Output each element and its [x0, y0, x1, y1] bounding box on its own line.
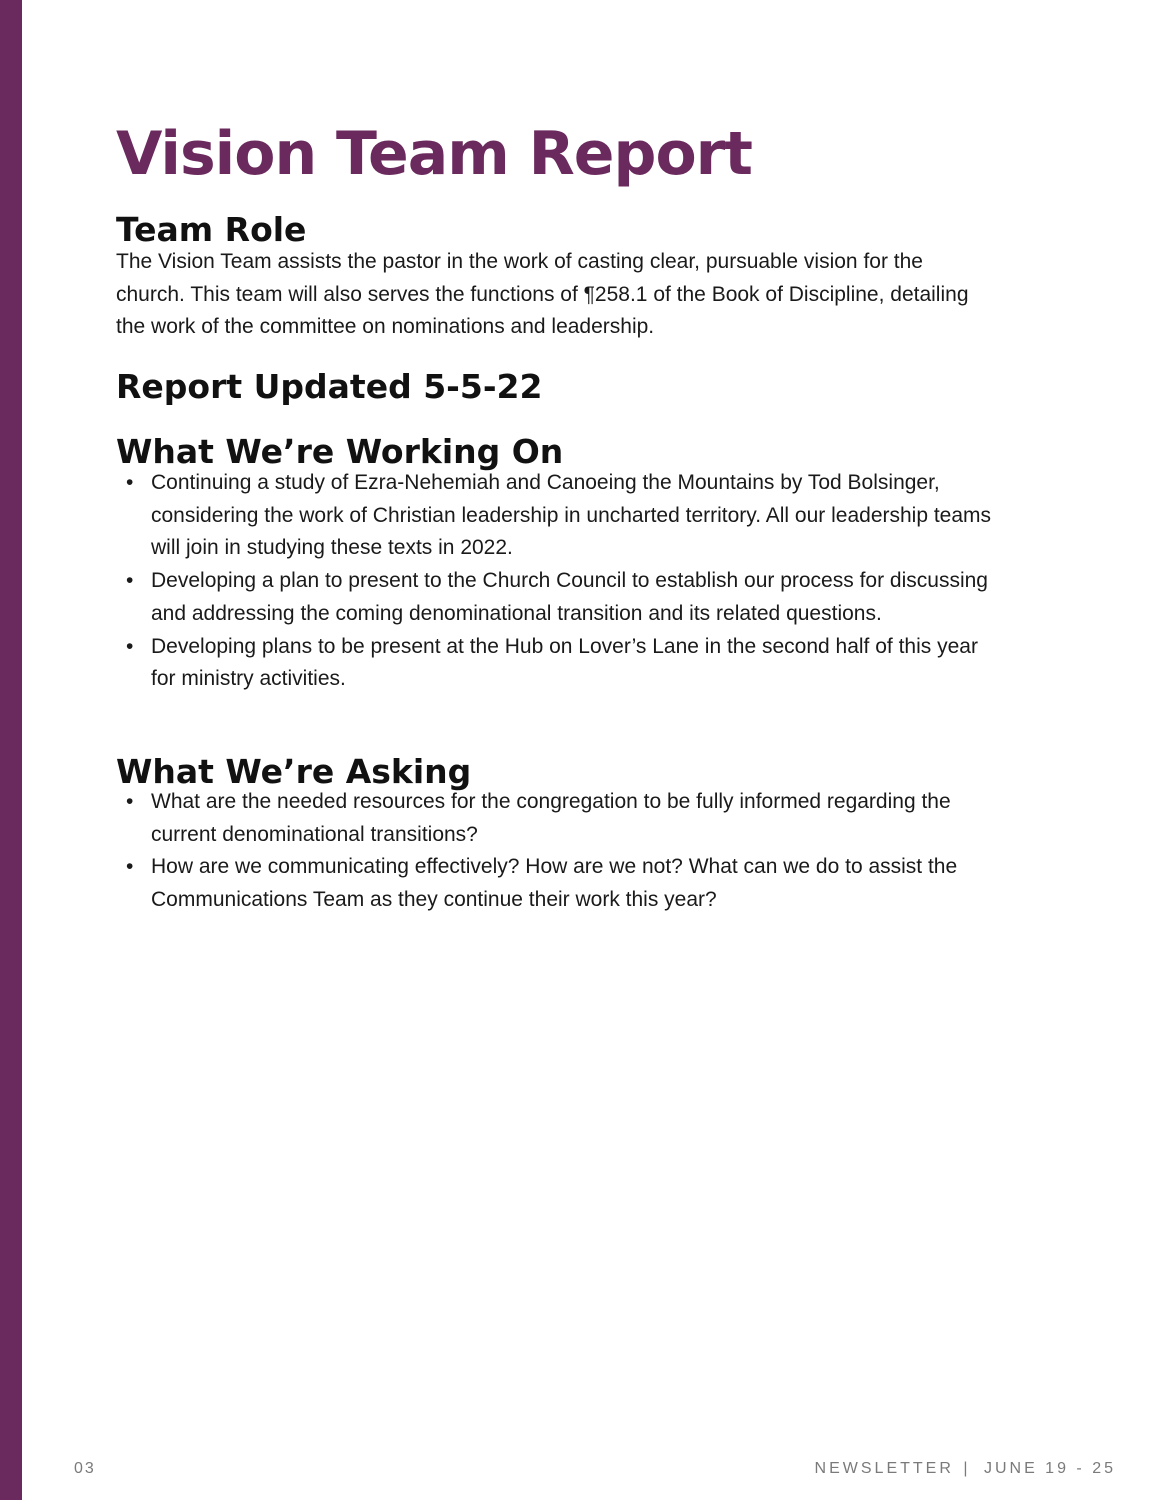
list-item	[116, 565, 996, 630]
list-item-text: Developing a plan to present to the Church Council to establish our process for discussing and addressing the coming denominational transition and its related questions.	[151, 569, 988, 625]
page-number: 03	[74, 1460, 96, 1477]
list-item-text: What are the needed resources for the congregation to be fully informed regarding the current denominational transitions?	[151, 790, 951, 846]
list-item-text: How are we communicating effectively? How are we not? What can we do to assist the Communications Team as they continue their work this year?	[151, 855, 958, 912]
list-item	[116, 631, 996, 696]
asking-list	[116, 786, 996, 917]
footer-publication: NEWSLETTER	[814, 1460, 954, 1477]
list-item	[116, 851, 996, 916]
accent-side-bar	[0, 0, 22, 1500]
report-updated-heading: Report Updated 5-5-22	[116, 367, 543, 406]
list-item	[116, 786, 996, 851]
asking-heading: What We’re Asking	[116, 752, 472, 791]
footer-publication-info	[815, 1460, 1116, 1478]
bullet-icon: •	[126, 471, 134, 494]
bullet-icon: •	[126, 855, 134, 879]
page-title: Vision Team Report	[116, 119, 752, 189]
team-role-heading: Team Role	[116, 210, 307, 249]
footer-date-range: JUNE 19 - 25	[983, 1460, 1116, 1477]
list-item-text: Continuing a study of Ezra-Nehemiah and Canoeing the Mountains by Tod Bolsinger, considering the work of Christian leadership in uncharted territory. All our leadership teams will join in studying these texts in 2022.	[151, 471, 992, 560]
working-on-heading: What We’re Working On	[116, 432, 564, 471]
bullet-icon: •	[126, 790, 134, 813]
bullet-icon: •	[126, 569, 134, 593]
bullet-icon: •	[126, 634, 134, 658]
list-item-text: Developing plans to be present at the Hub on Lover’s Lane in the second half of this year for ministry activities.	[151, 634, 978, 691]
working-on-list	[116, 467, 996, 696]
footer-separator: |	[963, 1460, 971, 1477]
list-item	[116, 467, 996, 565]
team-role-text: The Vision Team assists the pastor in the work of casting clear, pursuable vision for the church. This team will also serves the functions of ¶258.1 of the Book of Discipline, detailing the work of the committee on nominations and leadership.	[116, 250, 969, 339]
